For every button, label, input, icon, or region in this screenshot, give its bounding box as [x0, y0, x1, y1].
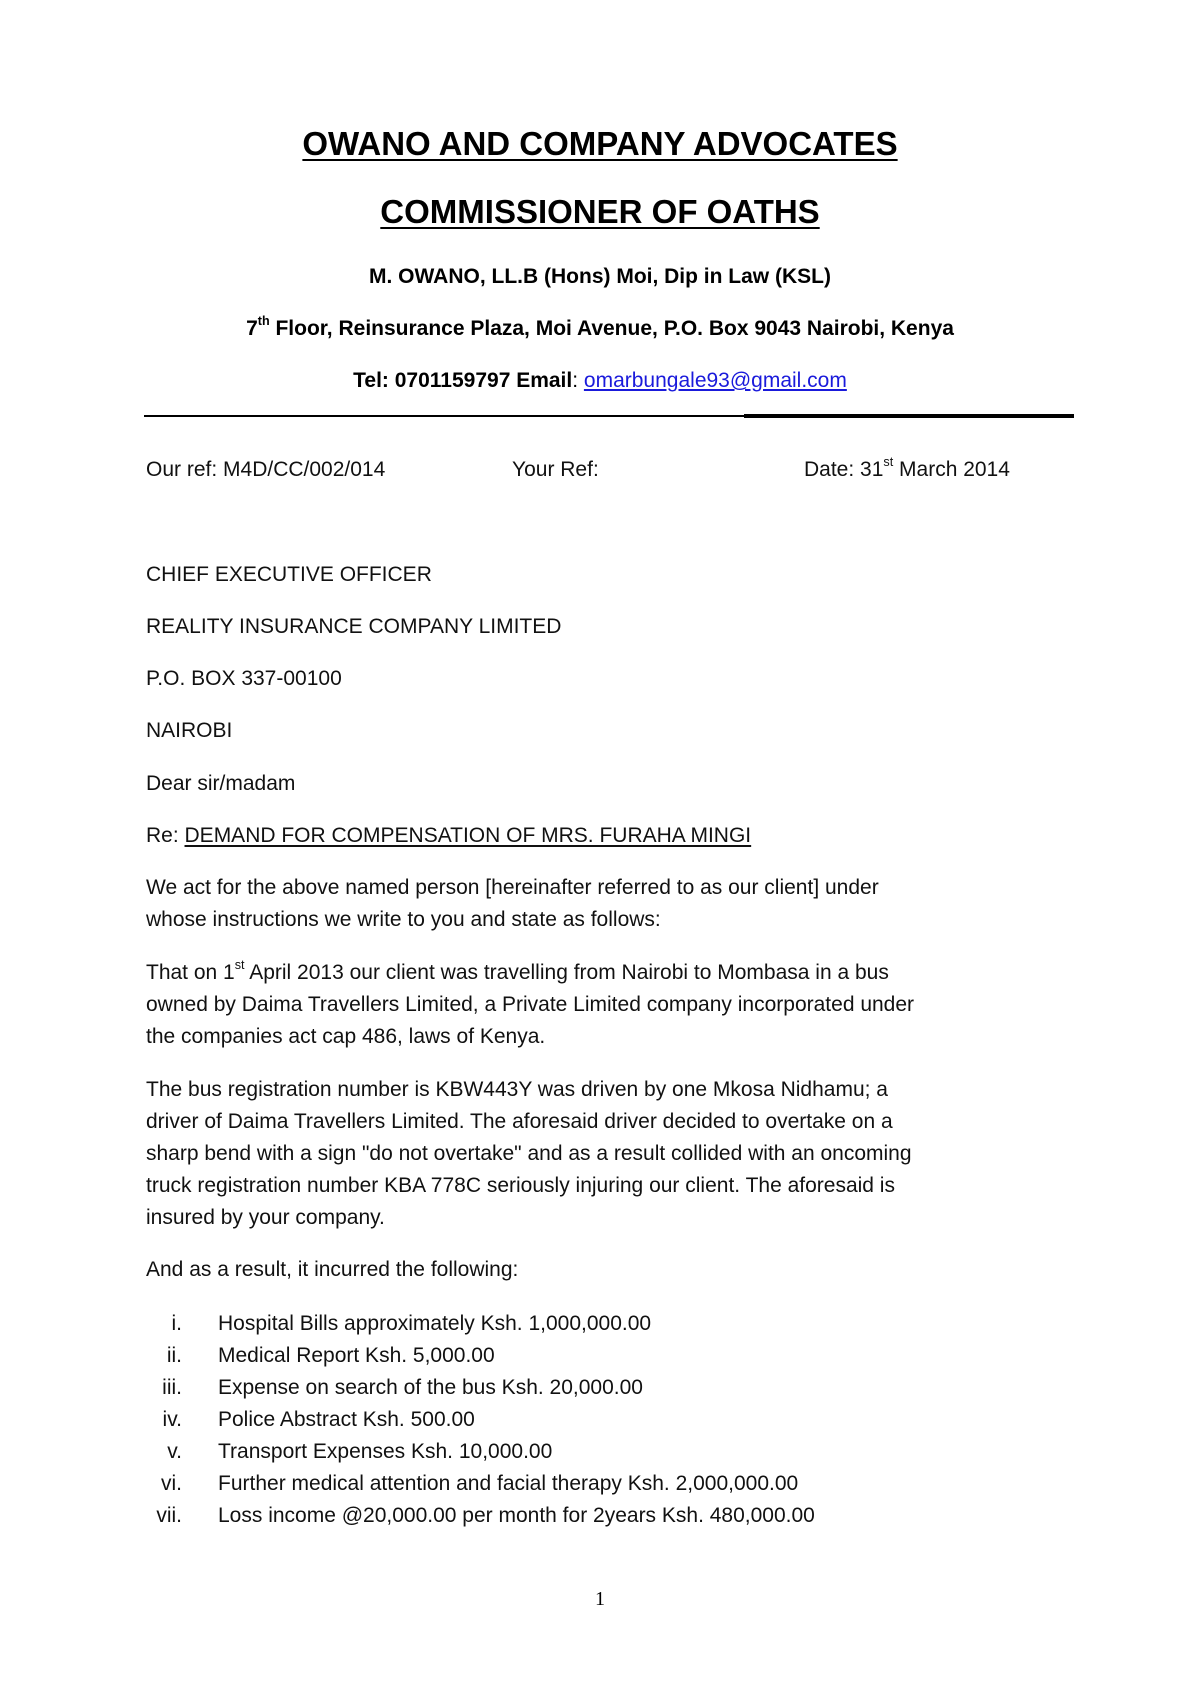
letter-date: Date: 31st March 2014 — [804, 455, 1010, 481]
contact-line: Tel: 0701159797 Email: omarbungale93@gmail.com — [353, 369, 847, 392]
your-ref: Your Ref: — [512, 458, 599, 481]
qualifications: M. OWANO, LL.B (Hons) Moi, Dip in Law (KSL) — [369, 265, 831, 288]
tel-label: Tel: 0701159797 Email — [353, 369, 573, 392]
header-rule-right — [744, 414, 1074, 418]
addressee-company: REALITY INSURANCE COMPANY LIMITED — [146, 615, 562, 638]
firm-name: OWANO AND COMPANY ADVOCATES — [302, 125, 898, 162]
page-number: 1 — [595, 1588, 605, 1610]
our-ref: Our ref: M4D/CC/002/014 — [146, 458, 386, 481]
addressee-box: P.O. BOX 337-00100 — [146, 667, 342, 690]
paragraph-1: We act for the above named person [hereinafter referred to as our client] under whose instructions we write to you and state as follows: — [146, 876, 879, 931]
paragraph-2: That on 1st April 2013 our client was travelling from Nairobi to Mombasa in a bus owned by Daima Travellers Limited, a Private Limited company incorporated under the companies act cap 486, laws of Kenya. — [146, 958, 915, 1048]
header-rule-left — [144, 415, 744, 417]
addressee-city: NAIROBI — [146, 719, 233, 742]
paragraph-4: And as a result, it incurred the following: — [146, 1258, 519, 1281]
salutation: Dear sir/madam — [146, 772, 296, 795]
firm-address: 7th Floor, Reinsurance Plaza, Moi Avenue, P.O. Box 9043 Nairobi, Kenya — [246, 314, 954, 340]
firm-subtitle: COMMISSIONER OF OATHS — [380, 193, 820, 230]
addressee-title: CHIEF EXECUTIVE OFFICER — [146, 563, 432, 586]
letter-page: OWANO AND COMPANY ADVOCATES COMMISSIONER OF OATHS M. OWANO, LL.B (Hons) Moi, Dip in Law (KSL) 7th Floor, Reinsurance Plaza, Moi Avenue, P.O. Box 9043 Nairobi, Kenya Tel: 0701159797 Email: omarbungale93@gmail.com Our ref: M4D/CC/002/014 Your Ref: Date: 31st March 2014 CHIEF EXECUTIVE OFFICER REALITY INSURANCE COMPANY LIMITED P.O. BOX 337-00100 NAIROBI Dear sir/madam Re: DEMAND FOR COMPENSATION OF MRS. FURAHA MINGI We act for the above named person [hereinafter referred to as our client] under whose instructions we write to you and state as follows: That on 1st April 2013 our client was travelling from Nairobi to Mombasa in a bus owned by Daima Travellers Limited, a Private Limited company incorporated under the companies act cap 486, laws of Kenya. The bus registration number is KBW443Y was driven by one Mkosa Nidhamu; a driver of Daima Travellers Limited. The aforesaid driver decided to overtake on a sharp bend with a sign "do not overtake" and as a result collided with an oncoming truck registration number KBA 778C seriously injuring our client. The aforesaid is insured by your company. And as a result, it incurred the following: i. Hospital Bills approximately Ksh. 1,000,000.00 ii. Medical Report Ksh. 5,000.00 iii. Expense on search of the bus Ksh. 20,000.00 iv. Police Abstract Ksh. 500.00 v. Transport Expenses Ksh. 10,000.00 vi. Further medical attention and facial therapy Ksh. 2,000,000.00 vii. Loss income @20,000.00 per month for 2years Ksh. 480,000.00 1 — [0, 0, 1200, 1697]
subject-title: DEMAND FOR COMPENSATION OF MRS. FURAHA MINGI — [184, 824, 752, 847]
paragraph-3: The bus registration number is KBW443Y was driven by one Mkosa Nidhamu; a driver of Daima Travellers Limited. The aforesaid driver decided to overtake on a sharp bend with a sign "do not overtake" and as a result collided with an oncoming truck registration number KBA 778C seriously injuring our client. The aforesaid is insured by your company. — [146, 1078, 912, 1229]
email-link[interactable]: omarbungale93@gmail.com — [583, 369, 847, 392]
subject-line: Re: DEMAND FOR COMPENSATION OF MRS. FURAHA MINGI — [146, 824, 752, 847]
